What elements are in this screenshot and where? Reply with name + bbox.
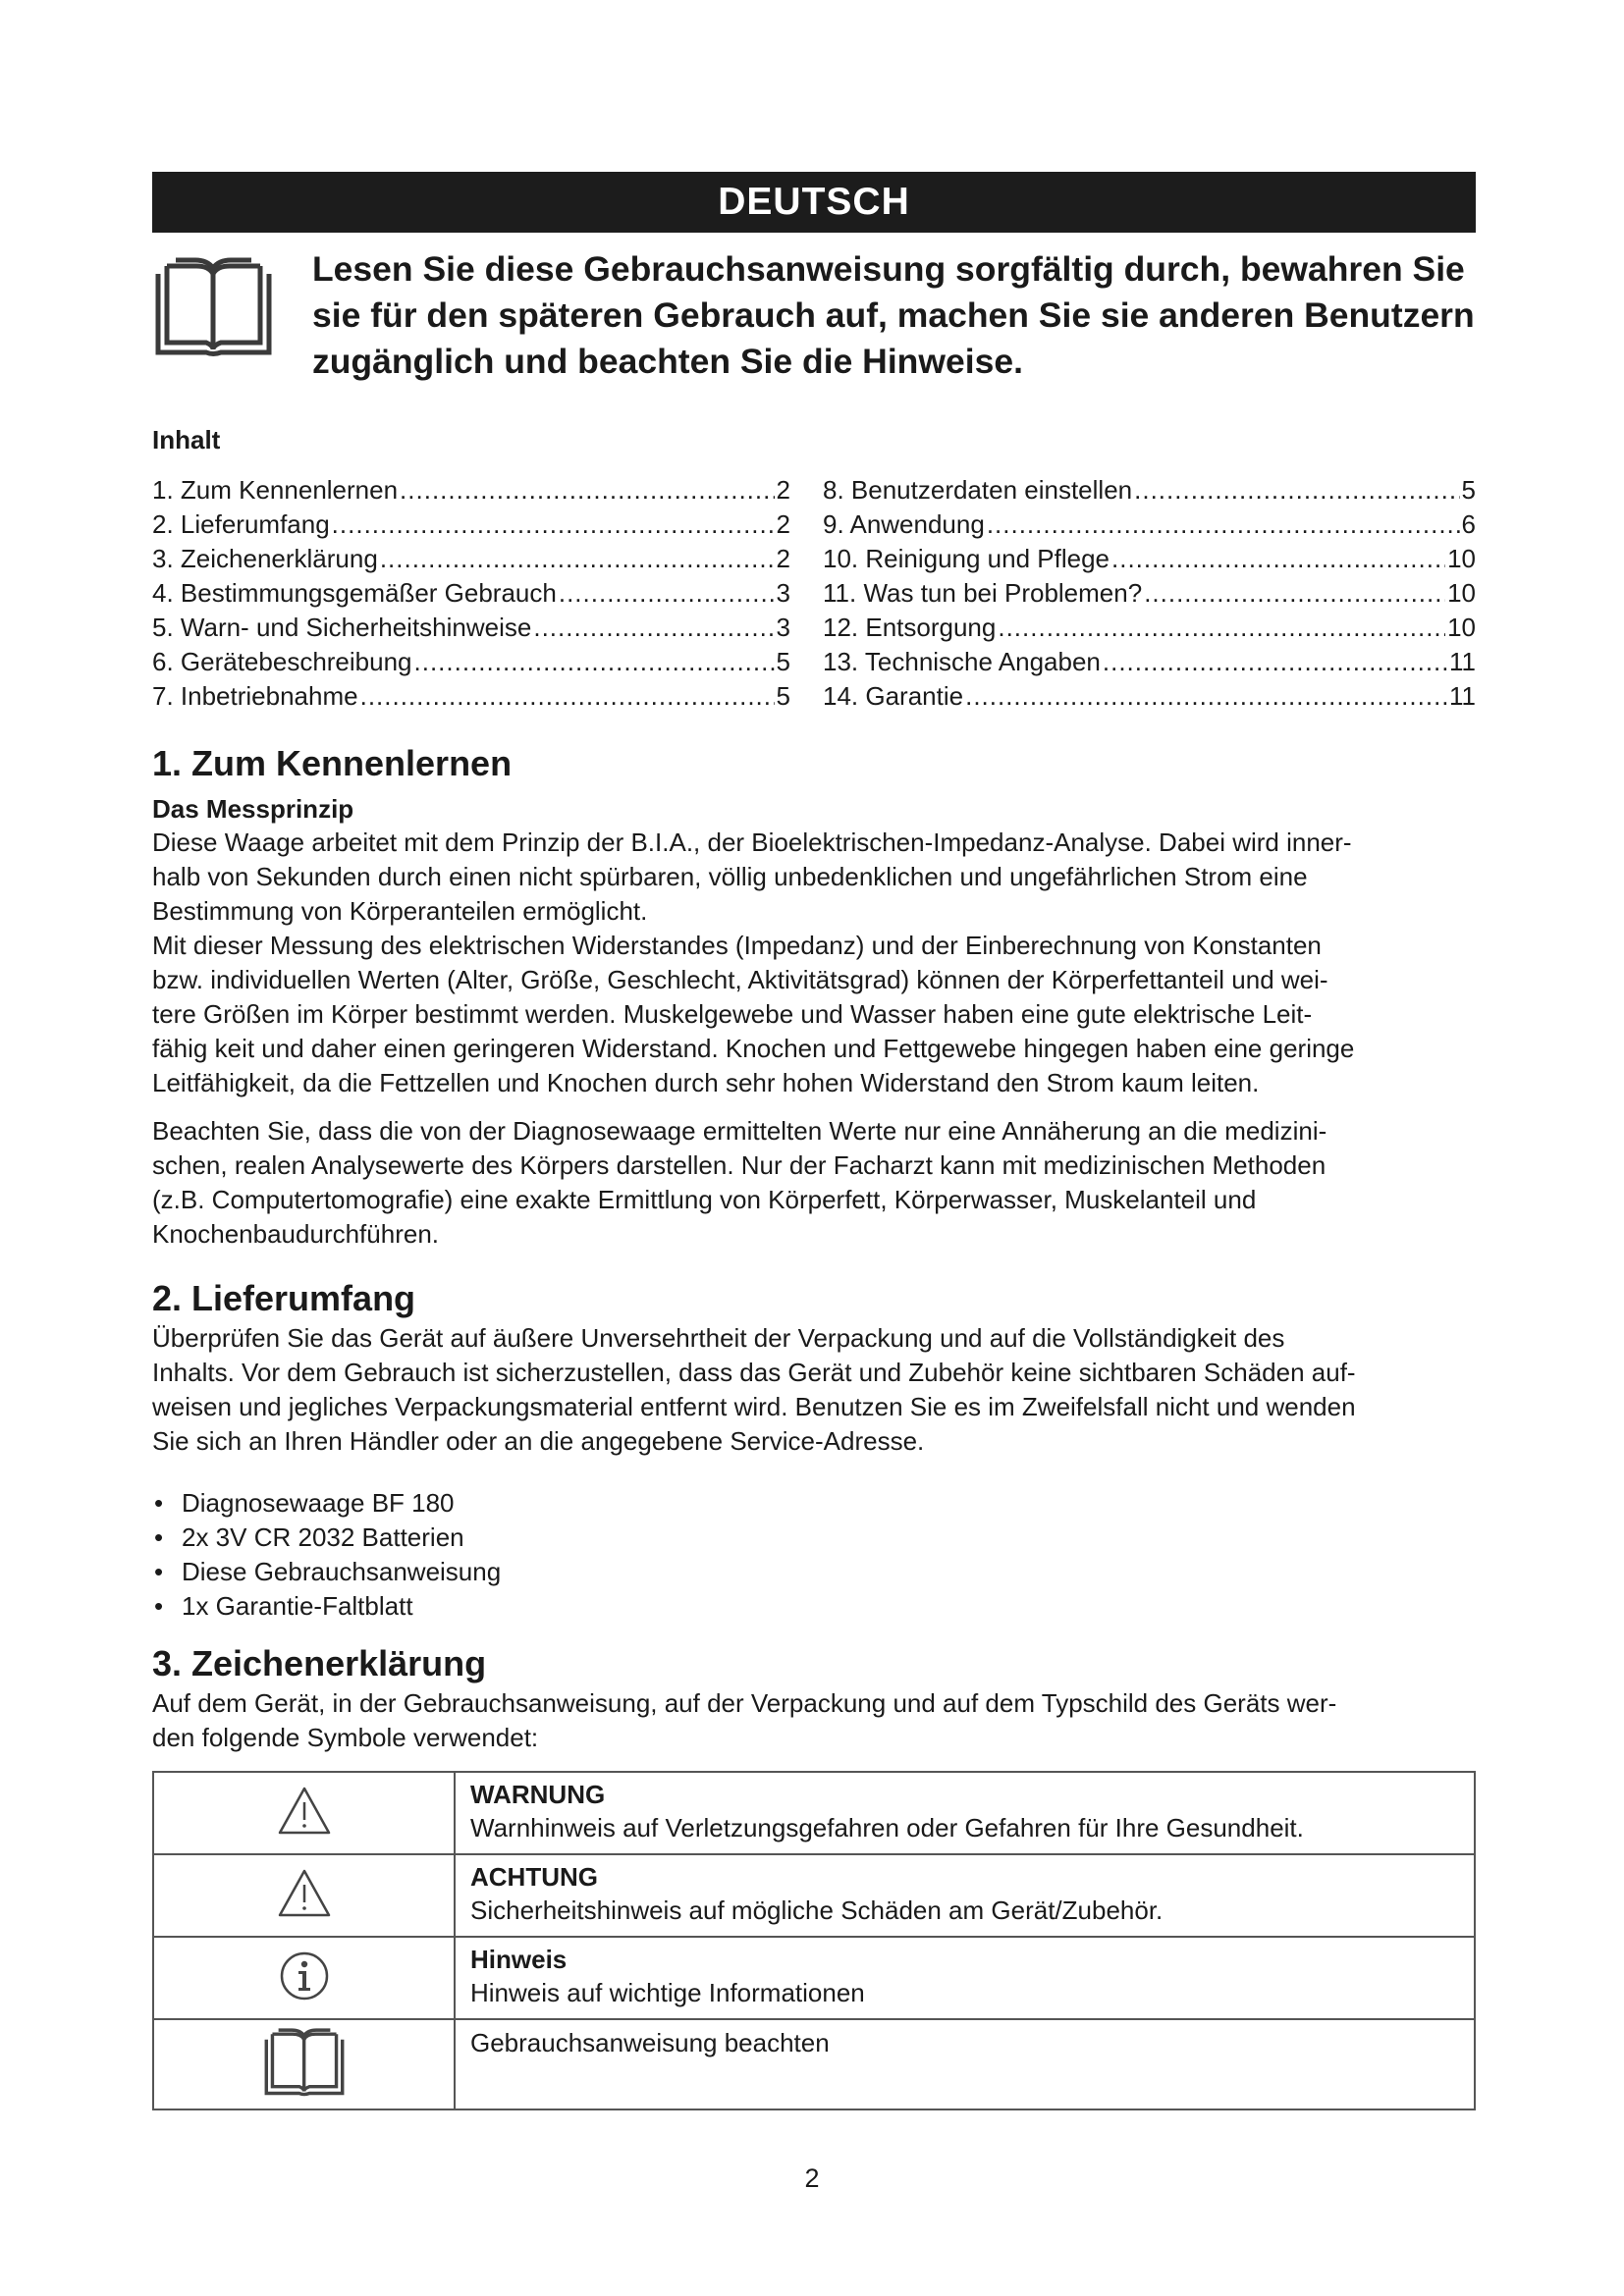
text-line: Beachten Sie, dass die von der Diagnosewaage ermittelten Werte nur eine Annäherung an die medizini- (152, 1116, 1327, 1146)
toc-item (152, 576, 790, 611)
toc-item-label: 10. Reinigung und Pflege (823, 544, 1110, 573)
section-zeichenerklaerung (152, 1641, 1476, 2110)
section-heading: 1. Zum Kennenlernen (152, 743, 513, 783)
toc-item-label: 12. Entsorgung (823, 613, 997, 642)
table-row (153, 1937, 1475, 2019)
text-line: Bestimmung von Körperanteilen ermöglicht. (152, 896, 648, 926)
toc-item-label: 5. Warn- und Sicherheitshinweise (152, 613, 532, 642)
toc-column-left (152, 473, 790, 714)
intro-text (312, 246, 1475, 385)
toc-item-page: 3 (776, 613, 790, 642)
toc-item-page: 11 (1449, 681, 1476, 711)
symbol-title: Hinweis (470, 1945, 568, 1974)
table-row (153, 1854, 1475, 1937)
manual-page (152, 172, 1476, 2110)
symbol-text: Hinweis auf wichtige Informationen (470, 1978, 865, 2007)
toc-title: Inhalt (152, 425, 221, 454)
intro-line: zugänglich und beachten Sie die Hinweise. (312, 342, 1023, 381)
toc-item-page: 2 (776, 544, 790, 573)
symbol-text: Gebrauchsanweisung beachten (470, 2028, 830, 2057)
toc-item (152, 611, 790, 645)
toc-item-page: 10 (1447, 544, 1476, 573)
caution-triangle-icon (277, 1906, 332, 1923)
toc-item (152, 679, 790, 714)
intro-block (152, 246, 1476, 385)
toc-item (152, 473, 790, 507)
toc-item-page: 10 (1447, 578, 1476, 608)
toc-item-label: 6. Gerätebeschreibung (152, 647, 412, 676)
text-line: tere Größen im Körper bestimmt werden. Muskelgewebe und Wasser haben eine gute elektrische Leit- (152, 999, 1313, 1029)
section-heading: 2. Lieferumfang (152, 1278, 416, 1318)
list-item: • 2x 3V CR 2032 Batterien (152, 1521, 1476, 1555)
intro-line: sie für den späteren Gebrauch auf, machen Sie sie anderen Benutzern (312, 295, 1475, 335)
text-line: halb von Sekunden durch einen nicht spürbaren, völlig unbedenklichen und ungefährlichen Strom eine (152, 862, 1308, 891)
text-line: bzw. individuellen Werten (Alter, Größe, Geschlecht, Aktivitätsgrad) können der Körperfettanteil und wei- (152, 965, 1328, 994)
intro-line: Lesen Sie diese Gebrauchsanweisung sorgfältig durch, bewahren Sie (312, 249, 1465, 289)
section-heading: 3. Zeichenerklärung (152, 1643, 487, 1683)
symbol-table (152, 1771, 1476, 2110)
toc-item-label: 7. Inbetriebnahme (152, 681, 358, 711)
list-item: • Diagnosewaage BF 180 (152, 1486, 1476, 1521)
language-header: DEUTSCH (152, 172, 1476, 233)
table-row (153, 1772, 1475, 1854)
toc-item (823, 679, 1476, 714)
text-line: Knochenbaudurchführen. (152, 1219, 440, 1249)
text-line: Überprüfen Sie das Gerät auf äußere Unversehrtheit der Verpackung und auf die Vollständigkeit des (152, 1323, 1285, 1353)
warning-triangle-icon (277, 1824, 332, 1841)
toc-item (152, 507, 790, 542)
text-line: fähig keit und daher einen geringeren Widerstand. Knochen und Fettgewebe hingegen haben eine geringe (152, 1034, 1355, 1063)
text-line: Auf dem Gerät, in der Gebrauchsanweisung, auf der Verpackung und auf dem Typschild des Geräts wer- (152, 1688, 1337, 1718)
subsection-heading: Das Messprinzip (152, 794, 354, 824)
text-line: Leitfähigkeit, da die Fettzellen und Knochen durch sehr hohen Widerstand den Strom kaum leiten. (152, 1068, 1260, 1097)
table-of-contents (152, 473, 1476, 714)
text-line: Diese Waage arbeitet mit dem Prinzip der B.I.A., der Bioelektrischen-Impedanz-Analyse. Dabei wird inner- (152, 828, 1352, 857)
toc-item-label: 11. Was tun bei Problemen? (823, 578, 1143, 608)
toc-item (823, 576, 1476, 611)
toc-item-page: 5 (1461, 475, 1476, 505)
toc-item-page: 5 (776, 647, 790, 676)
toc-item-label: 8. Benutzerdaten einstellen (823, 475, 1133, 505)
text-line: schen, realen Analysewerte des Körpers darstellen. Nur der Facharzt kann mit medizinischen Methoden (152, 1150, 1326, 1180)
list-item: • 1x Garantie-Faltblatt (152, 1589, 1476, 1624)
text-line: Inhalts. Vor dem Gebrauch ist sicherzustellen, dass das Gerät und Zubehör keine sichtbaren Schäden auf- (152, 1358, 1356, 1387)
toc-item-label: 1. Zum Kennenlernen (152, 475, 399, 505)
toc-item (823, 542, 1476, 576)
toc-item-page: 2 (776, 509, 790, 539)
page-number: 2 (804, 2163, 820, 2193)
toc-item (152, 645, 790, 679)
toc-item (152, 542, 790, 576)
toc-item-label: 4. Bestimmungsgemäßer Gebrauch (152, 578, 557, 608)
toc-item-page: 10 (1447, 613, 1476, 642)
info-icon (279, 1989, 330, 2005)
toc-item (823, 473, 1476, 507)
toc-item-label: 13. Technische Angaben (823, 647, 1101, 676)
section-zum-kennenlernen (152, 741, 1476, 1252)
toc-item-page: 5 (776, 681, 790, 711)
toc-item-label: 3. Zeichenerklärung (152, 544, 378, 573)
list-item: • Diese Gebrauchsanweisung (152, 1555, 1476, 1589)
book-icon (152, 246, 280, 385)
text-line: Mit dieser Messung des elektrischen Widerstandes (Impedanz) und der Einberechnung von Konstanten (152, 931, 1322, 960)
toc-item (823, 611, 1476, 645)
toc-item-page: 3 (776, 578, 790, 608)
text-line: den folgende Symbole verwendet: (152, 1723, 539, 1752)
section-lieferumfang (152, 1276, 1476, 1624)
symbol-text: Sicherheitshinweis auf mögliche Schäden am Gerät/Zubehör. (470, 1896, 1164, 1925)
text-line: weisen und jegliches Verpackungsmaterial entfernt wird. Benutzen Sie es im Zweifelsfall nicht und wenden (152, 1392, 1356, 1421)
delivery-list (152, 1486, 1476, 1624)
toc-item-label: 9. Anwendung (823, 509, 985, 539)
text-line: Sie sich an Ihren Händler oder an die angegebene Service-Adresse. (152, 1426, 925, 1456)
toc-item-label: 14. Garantie (823, 681, 964, 711)
text-line: (z.B. Computertomografie) eine exakte Ermittlung von Körperfett, Körperwasser, Muskelanteil und (152, 1185, 1257, 1214)
toc-item (823, 507, 1476, 542)
toc-item-label: 2. Lieferumfang (152, 509, 330, 539)
book-icon (260, 2086, 349, 2103)
toc-item-page: 6 (1461, 509, 1476, 539)
symbol-text: Warnhinweis auf Verletzungsgefahren oder Gefahren für Ihre Gesundheit. (470, 1813, 1304, 1842)
toc-column-right (823, 473, 1476, 714)
table-row (153, 2019, 1475, 2109)
toc-item (823, 645, 1476, 679)
symbol-title: ACHTUNG (470, 1862, 598, 1892)
toc-item-page: 2 (776, 475, 790, 505)
symbol-title: WARNUNG (470, 1780, 606, 1809)
toc-item-page: 11 (1449, 647, 1476, 676)
